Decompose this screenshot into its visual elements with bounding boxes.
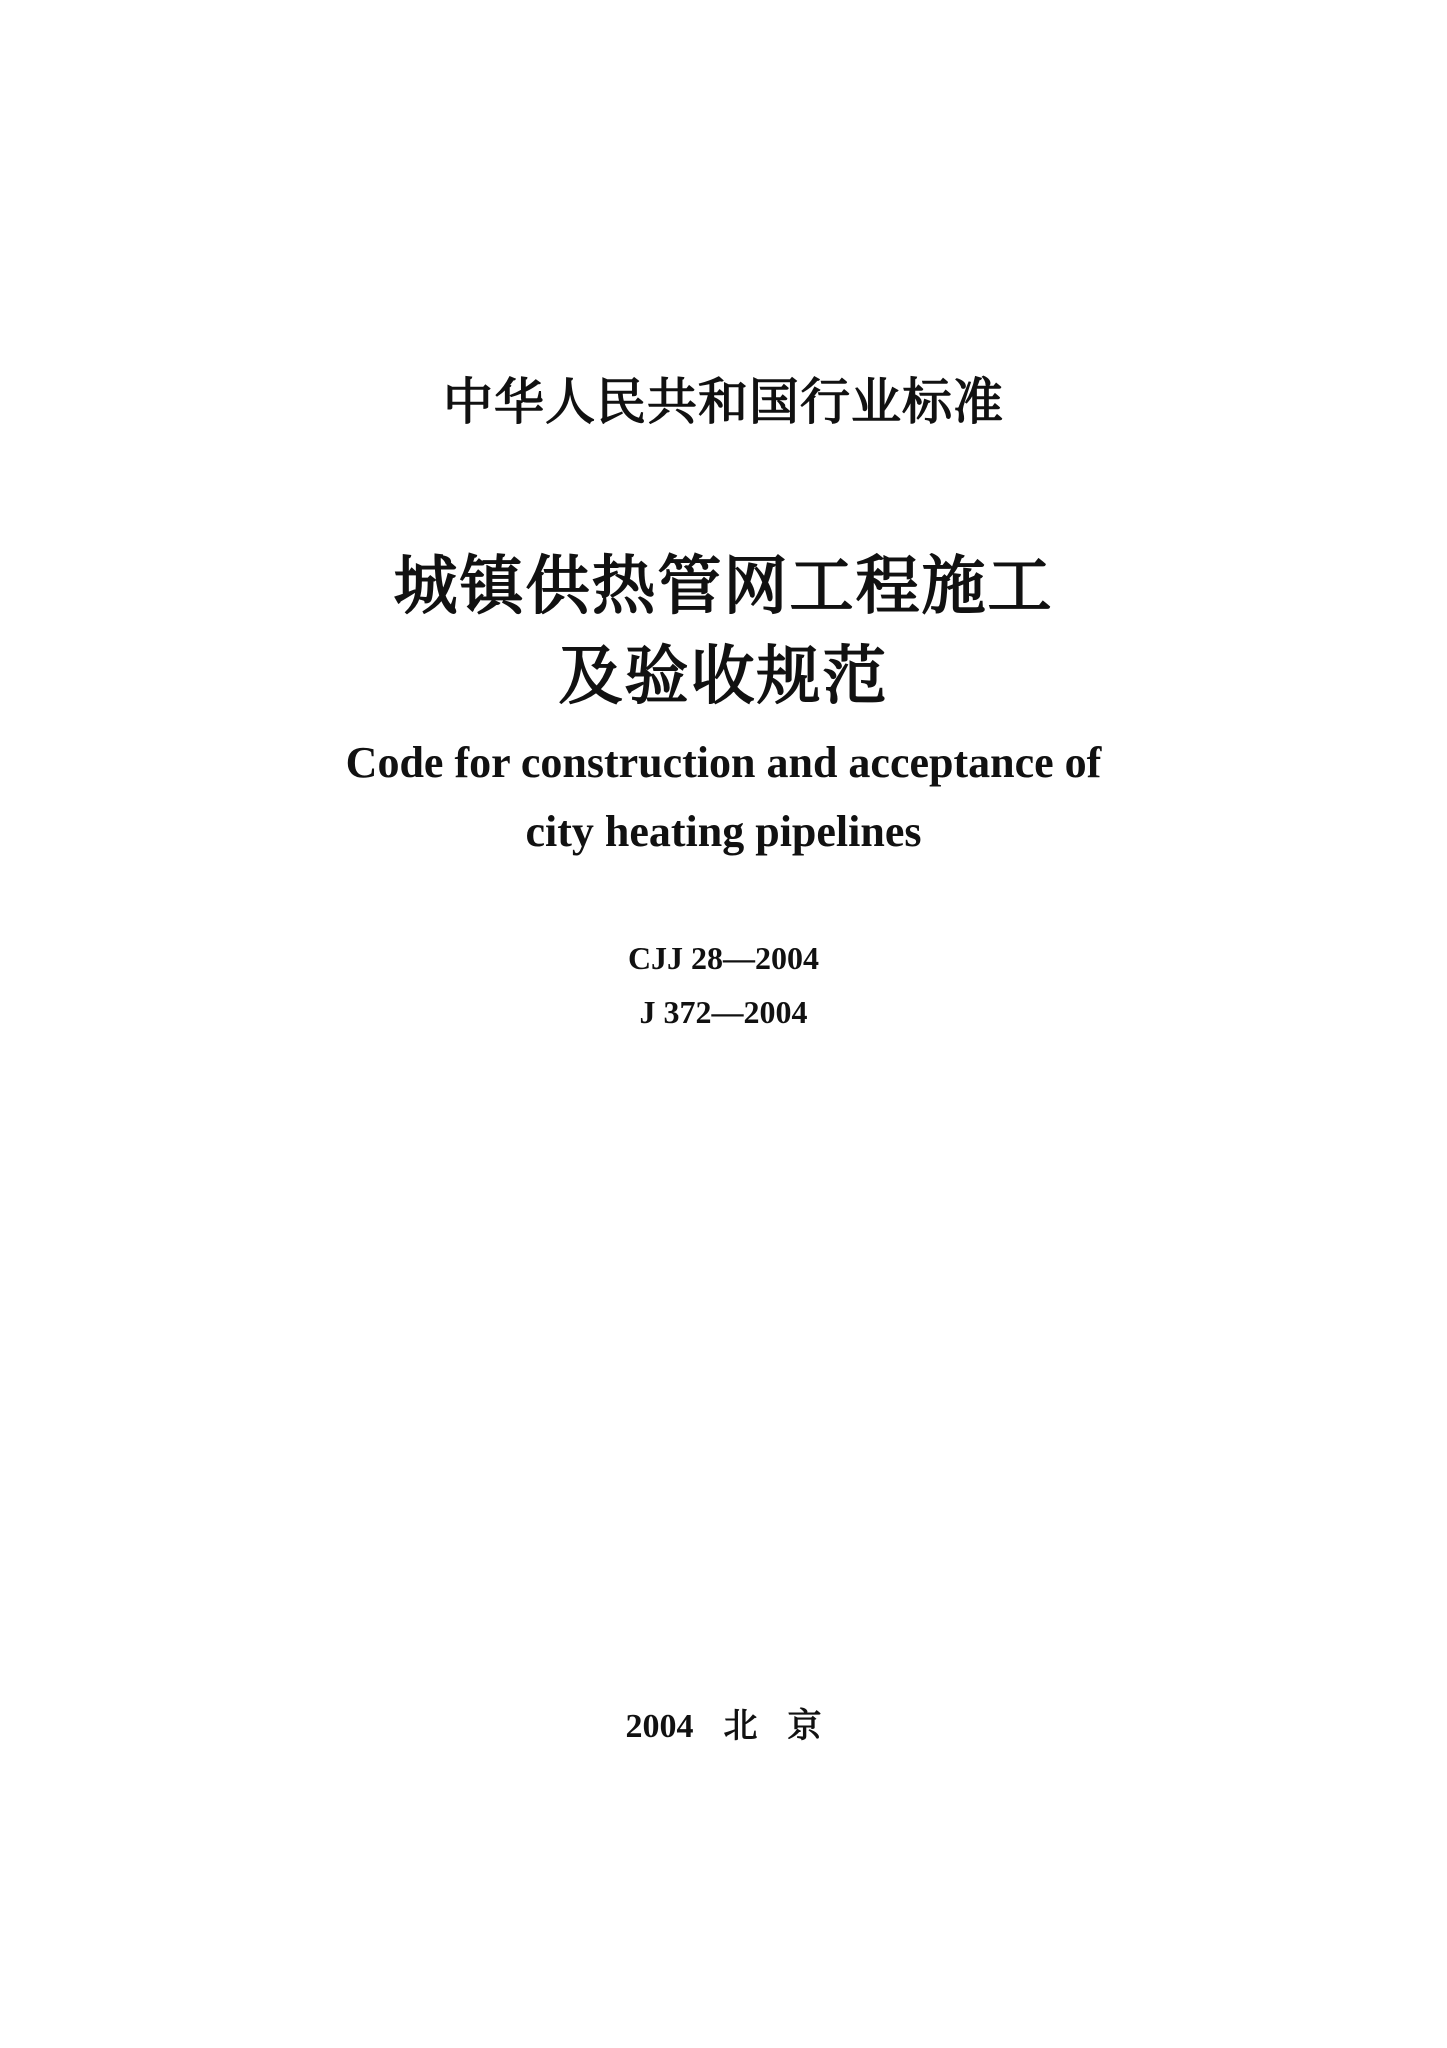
- issuer-heading: 中华人民共和国行业标准: [443, 373, 1004, 431]
- title-chinese-line-2: 及验收规范: [558, 640, 889, 714]
- publication-imprint: [0, 1698, 1447, 1747]
- title-chinese-line-1: 城镇供热管网工程施工: [393, 550, 1054, 624]
- publication-year: 2004: [625, 1708, 694, 1745]
- standard-code-j: J 372—2004: [639, 994, 808, 1030]
- title-english-line-1: Code for construction and acceptance of: [345, 738, 1102, 787]
- title-english-line-2: city heating pipelines: [525, 807, 922, 856]
- publication-city: 北京: [723, 1706, 852, 1746]
- standard-code-cjj: CJJ 28—2004: [627, 940, 820, 976]
